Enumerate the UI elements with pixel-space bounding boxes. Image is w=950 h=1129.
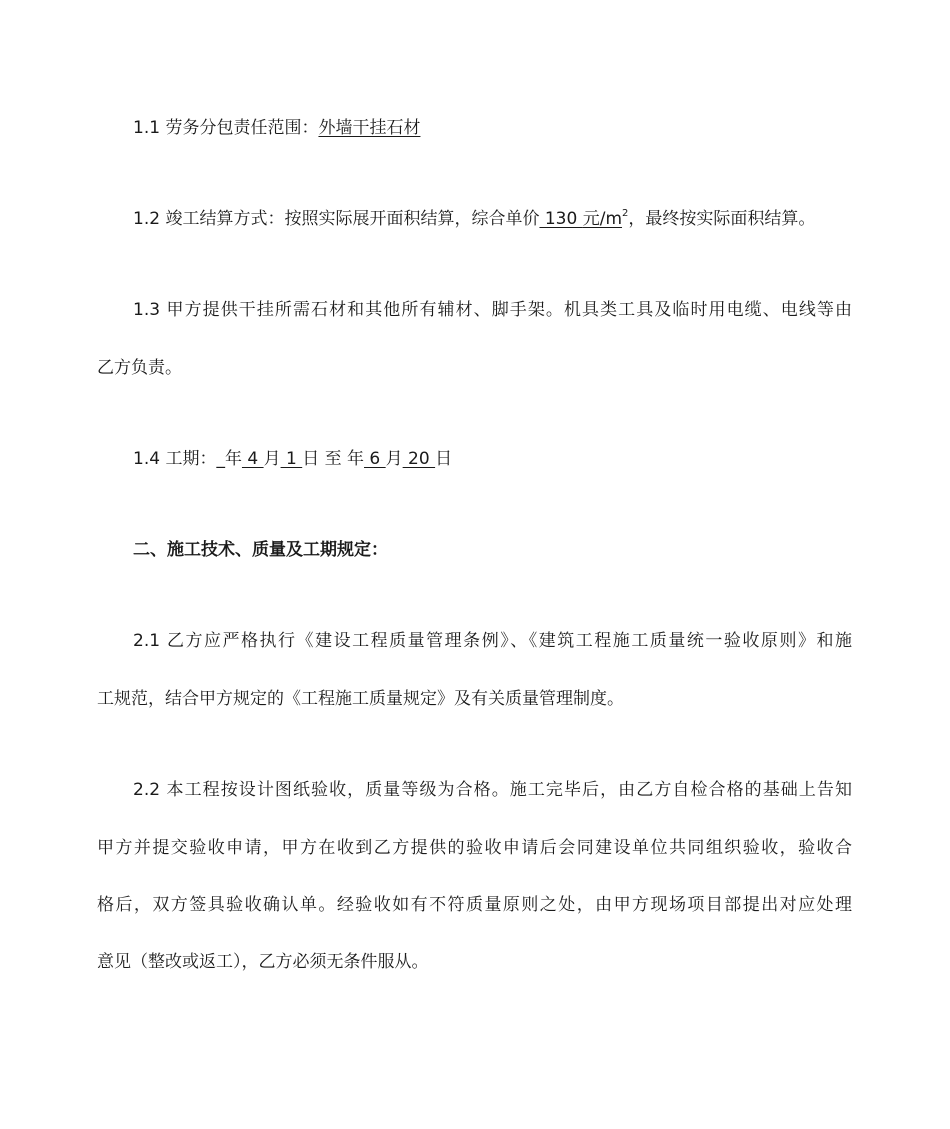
clause-1-4 — [133, 448, 452, 470]
clause-2-2-line-2: 甲方并提交验收申请，甲方在收到乙方提供的验收申请后会同建设单位共同组织验收，验收合 — [97, 838, 852, 858]
section-2-heading: 二、施工技术、质量及工期规定： — [133, 540, 388, 560]
clause-1-4-label: 1.4 工期： — [133, 449, 217, 469]
clause-1-3-line-2: 乙方负责。 — [97, 358, 182, 378]
year-char-1: 年 — [224, 449, 242, 469]
start-day: 1 — [280, 449, 303, 469]
clause-1-2-rest: ，最终按实际面积结算。 — [628, 209, 816, 229]
start-month: 4 — [241, 449, 264, 469]
clause-1-1-label: 1.1 劳务分包责任范围： — [133, 118, 319, 138]
day-char-1: 日 至 — [302, 449, 348, 469]
year-char-2: 年 — [347, 449, 365, 469]
clause-1-2-unit-sup: 2 — [622, 208, 629, 219]
clause-2-2-line-1: 2.2 本工程按设计图纸验收，质量等级为合格。施工完毕后，由乙方自检合格的基础上告知 — [133, 780, 852, 800]
clause-2-2-line-3: 格后，双方签具验收确认单。经验收如有不符质量原则之处，由甲方现场项目部提出对应处理 — [97, 895, 852, 915]
clause-2-1-line-1: 2.1 乙方应严格执行《建设工程质量管理条例》、《建筑工程施工质量统一验收原则》和施 — [133, 631, 852, 651]
clause-2-1-line-2: 工规范，结合甲方规定的《工程施工质量规定》及有关质量管理制度。 — [97, 689, 624, 709]
clause-1-2-label: 1.2 竣工结算方式：按照实际展开面积结算，综合单价 — [133, 209, 540, 229]
clause-1-1 — [133, 117, 420, 139]
clause-2-2-line-4: 意见（整改或返工），乙方必须无条件服从。 — [97, 952, 429, 972]
month-char-2: 月 — [385, 449, 403, 469]
clause-1-1-scope: 外墙干挂石材 — [318, 118, 421, 138]
month-char-1: 月 — [263, 449, 281, 469]
clause-1-2-price: 130 元/m — [539, 209, 623, 229]
end-month: 6 — [364, 449, 386, 469]
day-char-2: 日 — [435, 449, 453, 469]
start-year-blank: _ — [216, 449, 225, 469]
end-day: 20 — [402, 449, 436, 469]
clause-1-3-line-1: 1.3 甲方提供干挂所需石材和其他所有辅材、脚手架。机具类工具及临时用电缆、电线等由 — [133, 300, 852, 320]
clause-1-2 — [133, 208, 815, 230]
